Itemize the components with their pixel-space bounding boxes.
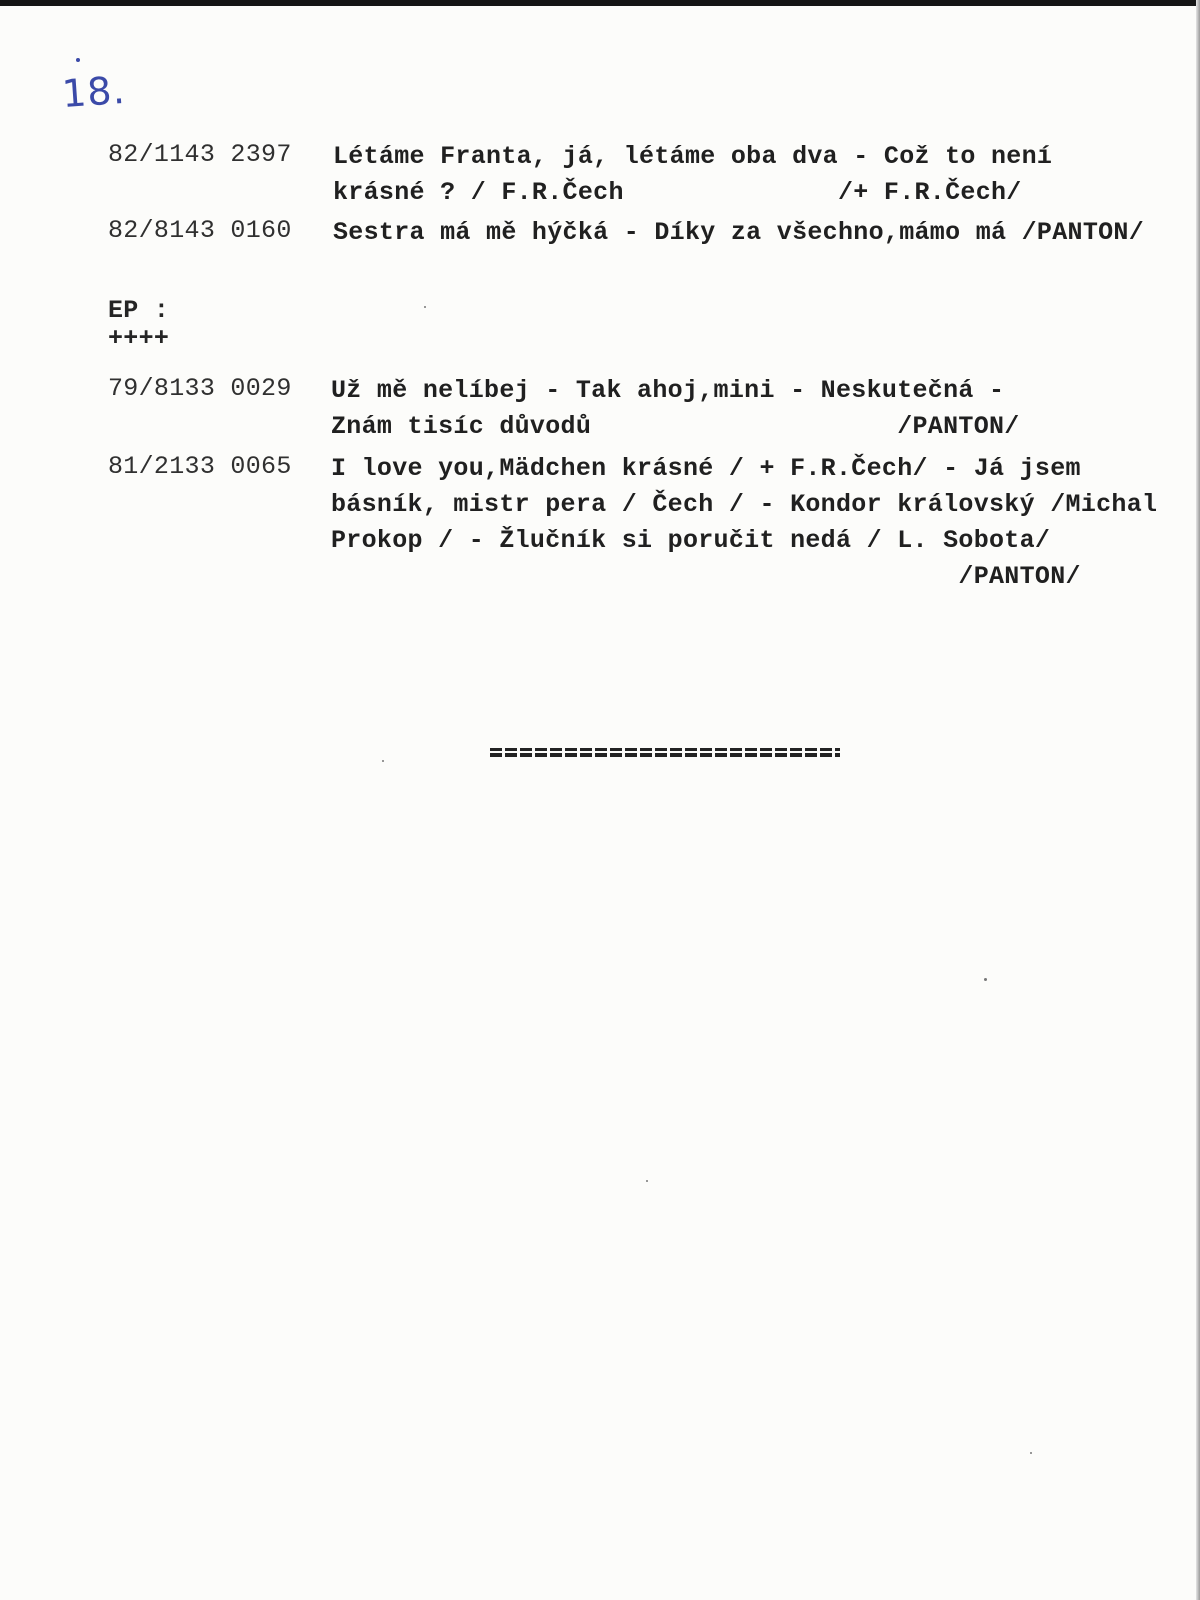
section-label: EP :	[108, 296, 170, 325]
track-line: krásné ? / F.R.Čech /+ F.R.Čech/	[333, 178, 1022, 207]
scan-speck	[424, 306, 426, 308]
page-edge-shadow	[1196, 0, 1200, 1600]
track-line: /PANTON/	[331, 562, 1081, 591]
scan-speck	[382, 760, 384, 762]
track-line: Sestra má mě hýčká - Díky za všechno,mámo má /PANTON/	[333, 218, 1145, 247]
track-line: Už mě nelíbej - Tak ahoj,mini - Neskutečná -	[331, 376, 1005, 405]
catalog-number: 79/8133 0029	[108, 374, 292, 403]
track-line: Prokop / - Žlučník si poručit nedá / L. Sobota/	[331, 526, 1051, 555]
track-line: básník, mistr pera / Čech / - Kondor královský /Michal	[331, 490, 1158, 519]
scan-speck	[1030, 1452, 1032, 1454]
ink-dot	[76, 58, 80, 62]
scan-speck	[984, 978, 987, 981]
handwritten-page-number: 18.	[60, 67, 127, 117]
track-line: Znám tisíc důvodů /PANTON/	[331, 412, 1020, 441]
track-line: Létáme Franta, já, létáme oba dva - Což to není	[333, 142, 1053, 171]
track-line: I love you,Mädchen krásné / + F.R.Čech/ - Já jsem	[331, 454, 1081, 483]
typed-separator-line	[490, 748, 840, 757]
catalog-number: 82/8143 0160	[108, 216, 292, 245]
section-marks: ++++	[108, 324, 170, 353]
catalog-number: 81/2133 0065	[108, 452, 292, 481]
catalog-number: 82/1143 2397	[108, 140, 292, 169]
top-border	[0, 0, 1200, 6]
scan-speck	[646, 1180, 648, 1182]
